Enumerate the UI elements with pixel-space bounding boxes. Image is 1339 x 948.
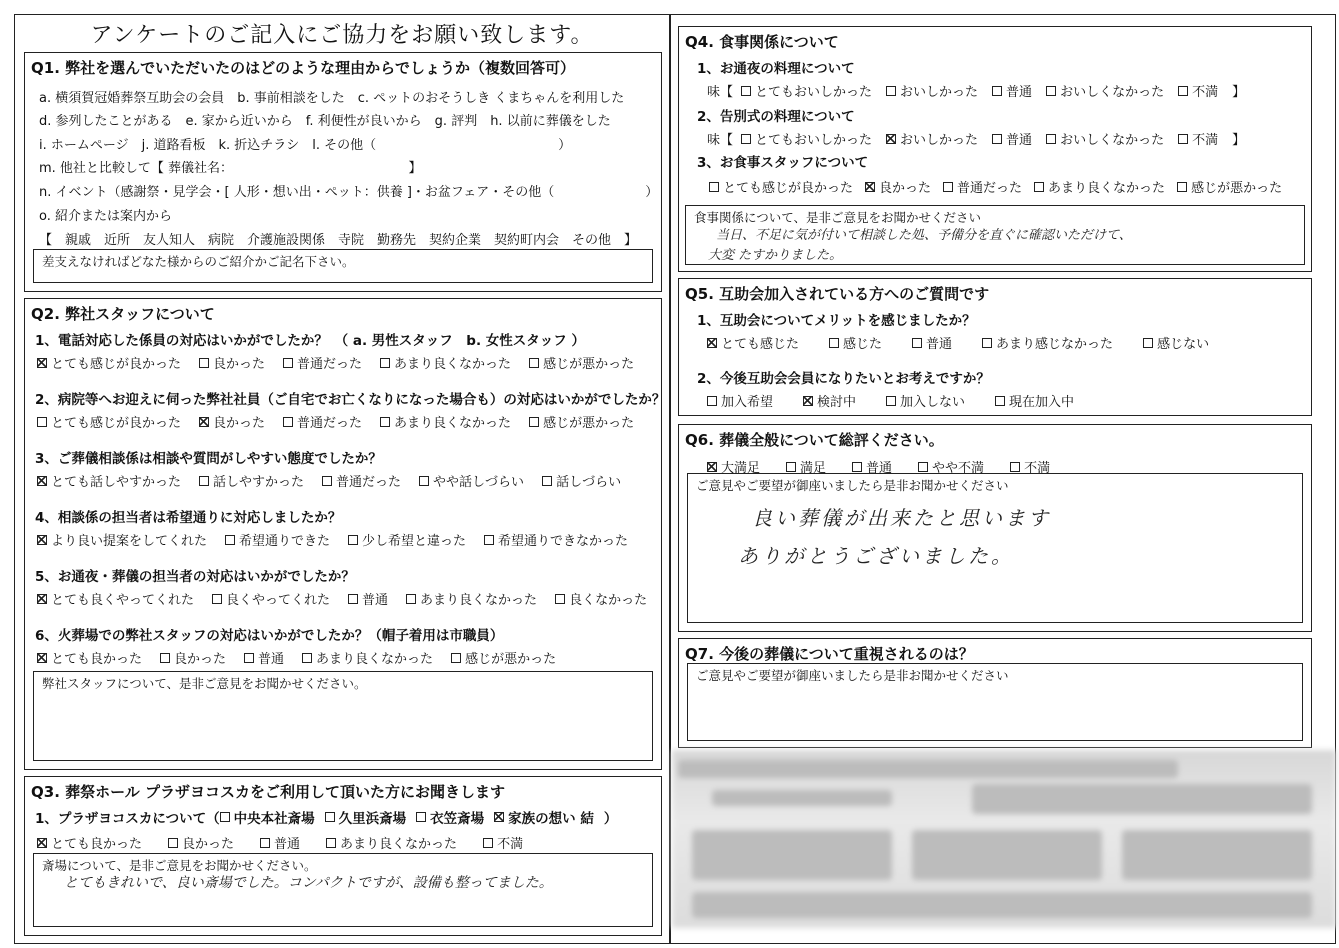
option-label: あまり良くなかった [1048, 181, 1166, 196]
q2-question-5: 5、お通夜・葬儀の担当者の対応はいかがでしたか？ [35, 569, 355, 585]
checkbox-option[interactable] [283, 353, 362, 372]
q2-section [24, 298, 666, 770]
q3-hall-question [35, 807, 617, 827]
checkbox-option[interactable] [992, 129, 1032, 148]
option-label: 久里浜斎場 [338, 811, 407, 827]
option-label: 普通 [1006, 85, 1033, 100]
checked-checkbox-icon[interactable] [37, 476, 47, 486]
checkbox-icon[interactable] [1178, 134, 1188, 144]
checkbox-option[interactable] [1177, 177, 1282, 196]
checked-checkbox-icon[interactable] [37, 838, 47, 848]
option-label: 普通 [1006, 133, 1033, 148]
q5-section [678, 278, 1312, 416]
checkbox-option[interactable] [912, 333, 952, 352]
checkbox-icon[interactable] [260, 838, 270, 848]
q2-question-4: 4、相談係の担当者は希望通りに対応しましたか？ [35, 510, 342, 526]
checkbox-icon[interactable] [419, 476, 429, 486]
option-label: 良くなかった [569, 593, 648, 608]
checkbox-option[interactable] [199, 412, 265, 431]
checkbox-option[interactable] [348, 589, 388, 608]
checkbox-option[interactable] [37, 412, 181, 431]
option-label: 感じない [1157, 337, 1210, 352]
checkbox-option[interactable] [995, 391, 1074, 410]
checkbox-option[interactable] [37, 589, 194, 608]
checkbox-icon[interactable] [199, 476, 209, 486]
checkbox-icon[interactable] [886, 396, 896, 406]
q3-comment-label: 斎場について、是非ご意見をお聞かせください。 [42, 858, 317, 873]
checkbox-option[interactable] [37, 833, 142, 852]
checkbox-icon[interactable] [786, 462, 796, 472]
option-label: 普通 [258, 652, 285, 667]
checkbox-icon[interactable] [1046, 86, 1056, 96]
q1-heading: Q1. 弊社を選んでいただいたのはどのような理由からでしょうか（複数回答可） [31, 59, 575, 77]
option-label: あまり良くなかった [316, 652, 434, 667]
q1-section [24, 52, 662, 292]
option-label: より良い提案をしてくれた [51, 534, 208, 549]
option-label: 加入しない [900, 395, 966, 410]
checkbox-option[interactable] [707, 333, 799, 352]
checkbox-icon[interactable] [220, 812, 230, 822]
checkbox-option[interactable] [302, 648, 433, 667]
blurred-region [672, 750, 1336, 928]
q1-line-4: m. 他社と比較して【 葬儀社名： 】 [39, 161, 422, 176]
option-label: あまり感じなかった [996, 337, 1114, 352]
q4-taste-1-options [707, 81, 1245, 100]
checkbox-option[interactable] [1046, 81, 1164, 100]
checkbox-icon[interactable] [992, 134, 1002, 144]
checkbox-option[interactable] [37, 530, 207, 549]
q5-sub-2: 2、今後互助会会員になりたいとお考えですか？ [697, 371, 990, 387]
q4-handwritten-line-2: 大変 たすかりました。 [708, 248, 843, 263]
option-label: とても感じた [721, 337, 800, 352]
checkbox-option[interactable] [326, 833, 457, 852]
checkbox-option[interactable] [982, 333, 1113, 352]
q3-comment-box[interactable] [33, 853, 653, 927]
q3-options [37, 833, 549, 852]
q5-sub-1: 1、互助会についてメリットを感じましたか？ [697, 313, 976, 329]
blurred-block [692, 892, 1312, 918]
checked-checkbox-icon[interactable] [37, 594, 47, 604]
q2-question-6: 6、火葬場での弊社スタッフの対応はいかがでしたか？（帽子着用は市職員） [35, 628, 504, 644]
q2-options-2 [37, 412, 652, 431]
checkbox-icon[interactable] [168, 838, 178, 848]
checkbox-icon[interactable] [212, 594, 222, 604]
q6-heading: Q6. 葬儀全般について総評ください。 [685, 431, 944, 449]
q4-comment-box[interactable] [685, 205, 1305, 265]
checkbox-option[interactable] [886, 129, 978, 148]
option-label: 満足 [800, 461, 827, 476]
checkbox-icon[interactable] [225, 535, 235, 545]
checkbox-option[interactable] [494, 807, 594, 827]
option-label: 不満 [497, 837, 524, 852]
checkbox-icon[interactable] [1177, 182, 1187, 192]
checkbox-option[interactable] [741, 81, 872, 100]
q3-hall-question-text: 1、プラザヨコスカについて（ [35, 811, 220, 827]
option-label: あまり良くなかった [420, 593, 538, 608]
blurred-block [678, 760, 1178, 778]
taste-label: 味【 [707, 133, 734, 148]
checkbox-option[interactable] [168, 833, 234, 852]
checkbox-option[interactable] [483, 833, 523, 852]
checkbox-icon[interactable] [992, 86, 1002, 96]
checkbox-icon[interactable] [348, 535, 358, 545]
option-label: おいしくなかった [1060, 133, 1165, 148]
checkbox-icon[interactable] [484, 535, 494, 545]
q4-handwritten-line-1: 当日、不足に気が付いて相談した処、予備分を直ぐに確認いただけて、 [716, 228, 1132, 243]
checkbox-option[interactable] [542, 471, 621, 490]
q5-heading: Q5. 互助会加入されている方へのご質問です [685, 285, 990, 303]
checkbox-option[interactable] [484, 530, 628, 549]
checkbox-option[interactable] [1178, 129, 1218, 148]
option-label: 感じた [843, 337, 883, 352]
checked-checkbox-icon[interactable] [199, 417, 209, 427]
checkbox-icon[interactable] [406, 594, 416, 604]
option-label: 普通だった [297, 357, 363, 372]
checkbox-icon[interactable] [283, 417, 293, 427]
taste-bracket-close: 】 [1232, 85, 1246, 100]
option-label: やや話しづらい [433, 475, 525, 490]
q6-section [678, 424, 1312, 632]
option-label: とても感じが良かった [51, 357, 182, 372]
q4-sub-1: 1、お通夜の料理について [697, 61, 855, 77]
checkbox-icon[interactable] [326, 838, 336, 848]
checkbox-option[interactable] [322, 471, 401, 490]
option-label: おいしくなかった [1060, 85, 1165, 100]
q4-comment-label: 食事関係について、是非ご意見をお聞かせください [694, 210, 982, 225]
checkbox-option[interactable] [220, 807, 315, 827]
checkbox-option[interactable] [1046, 129, 1164, 148]
option-label: 良かった [213, 416, 266, 431]
option-label: おいしかった [900, 133, 979, 148]
q6-comment-box[interactable] [687, 473, 1303, 623]
option-label: とても話しやすかった [51, 475, 182, 490]
option-label: 希望通りできた [239, 534, 331, 549]
checkbox-icon[interactable] [741, 86, 751, 96]
checkbox-option[interactable] [283, 412, 362, 431]
q3-hall-close: ） [603, 811, 618, 827]
q2-heading: Q2. 弊社スタッフについて [31, 305, 215, 323]
checkbox-icon[interactable] [1034, 182, 1044, 192]
checkbox-icon[interactable] [852, 462, 862, 472]
option-label: 話しやすかった [213, 475, 305, 490]
checked-checkbox-icon[interactable] [707, 338, 717, 348]
taste-label: 味【 [707, 85, 734, 100]
checkbox-option[interactable] [803, 391, 856, 410]
checkbox-icon[interactable] [918, 462, 928, 472]
q5-options-2 [707, 391, 1104, 410]
checkbox-icon[interactable] [886, 86, 896, 96]
checked-checkbox-icon[interactable] [494, 812, 504, 822]
checkbox-icon[interactable] [348, 594, 358, 604]
q3-handwritten-comment: とてもきれいで、良い斎場でした。コンパクトですが、設備も整ってました。 [64, 875, 553, 891]
checkbox-icon[interactable] [709, 182, 719, 192]
q4-staff-options [709, 177, 1294, 196]
checkbox-option[interactable] [419, 471, 524, 490]
q4-sub-2: 2、告別式の料理について [697, 109, 855, 125]
checkbox-option[interactable] [865, 177, 931, 196]
q3-section [24, 776, 662, 936]
q1-referral-box[interactable] [33, 249, 653, 283]
checkbox-icon[interactable] [199, 358, 209, 368]
option-label: とてもおいしかった [755, 133, 873, 148]
option-label: 不満 [1192, 133, 1219, 148]
checkbox-option[interactable] [416, 807, 484, 827]
q6-handwritten-line-1: 良い葬儀が出来たと思います [752, 506, 1051, 530]
option-label: 家族の想い 結 [508, 811, 594, 827]
checkbox-icon[interactable] [380, 417, 390, 427]
option-label: 感じが悪かった [1191, 181, 1283, 196]
q4-taste-2-options [707, 129, 1245, 148]
q7-section [678, 638, 1312, 748]
checkbox-option[interactable] [244, 648, 284, 667]
blurred-block [972, 784, 1312, 814]
checkbox-option[interactable] [529, 412, 634, 431]
checkbox-icon[interactable] [1046, 134, 1056, 144]
q1-line-2: d. 参列したことがある e. 家から近いから f. 利便性が良いから g. 評判 h. 以前に葬儀をした [39, 114, 611, 129]
option-label: 普通だった [297, 416, 363, 431]
option-label: 中央本社斎場 [233, 811, 315, 827]
q4-heading: Q4. 食事関係について [685, 33, 839, 51]
checkbox-option[interactable] [380, 353, 511, 372]
q2-comment-box[interactable] [33, 671, 653, 761]
q3-heading: Q3. 葬祭ホール プラザヨコスカをご利用して頂いた方にお聞きします [31, 783, 506, 801]
q7-comment-box[interactable] [687, 663, 1303, 741]
checkbox-option[interactable] [212, 589, 330, 608]
option-label: あまり良くなかった [394, 357, 512, 372]
checked-checkbox-icon[interactable] [37, 535, 47, 545]
checkbox-icon[interactable] [1178, 86, 1188, 96]
blurred-block [692, 830, 892, 880]
option-label: 加入希望 [721, 395, 774, 410]
checkbox-icon[interactable] [325, 812, 335, 822]
checked-checkbox-icon[interactable] [37, 358, 47, 368]
q5-options-1 [707, 333, 1239, 352]
q2-question-2: 2、病院等へお迎えに伺った弊社社員（ご自宅でお亡くなりになった場合も）の対応はいかがでしたか？ [35, 392, 666, 408]
checkbox-icon[interactable] [451, 653, 461, 663]
checkbox-option[interactable] [160, 648, 226, 667]
checkbox-option[interactable] [709, 177, 853, 196]
option-label: 感じが悪かった [543, 357, 635, 372]
checkbox-icon[interactable] [483, 838, 493, 848]
q2-options-1 [37, 353, 652, 372]
q2-options-3 [37, 471, 639, 490]
option-label: とても良くやってくれた [51, 593, 195, 608]
checkbox-icon[interactable] [1010, 462, 1020, 472]
checkbox-icon[interactable] [322, 476, 332, 486]
option-label: あまり良くなかった [340, 837, 458, 852]
checkbox-option[interactable] [943, 177, 1022, 196]
option-label: とてもおいしかった [755, 85, 873, 100]
checked-checkbox-icon[interactable] [865, 182, 875, 192]
option-label: 不満 [1024, 461, 1051, 476]
q1-line-3: i. ホームページ j. 道路看板 k. 折込チラシ l. その他（ ） [39, 138, 572, 153]
checkbox-option[interactable] [37, 353, 181, 372]
option-label: 普通 [274, 837, 301, 852]
checkbox-icon[interactable] [416, 812, 426, 822]
checkbox-icon[interactable] [1143, 338, 1153, 348]
blurred-block [1122, 830, 1312, 880]
q4-sub-3: 3、お食事スタッフについて [697, 155, 869, 171]
checkbox-icon[interactable] [244, 653, 254, 663]
checkbox-icon[interactable] [555, 594, 565, 604]
option-label: やや不満 [932, 461, 985, 476]
checkbox-option[interactable] [886, 391, 965, 410]
option-label: おいしかった [900, 85, 979, 100]
option-label: 良くやってくれた [226, 593, 331, 608]
checkbox-option[interactable] [199, 471, 304, 490]
checked-checkbox-icon[interactable] [37, 653, 47, 663]
checkbox-icon[interactable] [529, 417, 539, 427]
checked-checkbox-icon[interactable] [886, 134, 896, 144]
option-label: 普通だった [336, 475, 402, 490]
option-label: 少し希望と違った [362, 534, 467, 549]
page-title: アンケートのご記入にご協力をお願い致します。 [90, 23, 594, 48]
checkbox-icon[interactable] [707, 396, 717, 406]
option-label: 良かった [879, 181, 932, 196]
q2-question-1: 1、電話対応した係員の対応はいかがでしたか？ （ a. 男性スタッフ b. 女性スタッフ ） [35, 333, 585, 349]
option-label: 現在加入中 [1009, 395, 1075, 410]
checkbox-option[interactable] [406, 589, 537, 608]
option-label: とても良かった [51, 837, 143, 852]
q2-options-5 [37, 589, 665, 608]
blurred-block [712, 790, 892, 806]
checked-checkbox-icon[interactable] [803, 396, 813, 406]
q1-line-1: a. 横須賀冠婚葬祭互助会の会員 b. 事前相談をした c. ペットのおそうしき くまちゃんを利用した [39, 91, 625, 106]
q1-line-6: o. 紹介または案内から [39, 209, 172, 224]
taste-bracket-close: 】 [1232, 133, 1246, 148]
q2-options-4 [37, 530, 646, 549]
checkbox-icon[interactable] [741, 134, 751, 144]
option-label: 感じが悪かった [543, 416, 635, 431]
checkbox-option[interactable] [1143, 333, 1209, 352]
q2-question-3: 3、ご葬儀相談係は相談や質問がしやすい態度でしたか？ [35, 451, 382, 467]
checkbox-option[interactable] [886, 81, 978, 100]
checkbox-option[interactable] [741, 129, 872, 148]
checkbox-option[interactable] [37, 471, 181, 490]
option-label: とても感じが良かった [723, 181, 854, 196]
q7-heading: Q7. 今後の葬儀について重視されるのは？ [685, 645, 974, 663]
option-label: 感じが悪かった [465, 652, 557, 667]
checkbox-option[interactable] [529, 353, 634, 372]
option-label: 普通 [926, 337, 953, 352]
checkbox-option[interactable] [260, 833, 300, 852]
q6-handwritten-line-2: ありがとうございました。 [738, 544, 1014, 568]
option-label: あまり良くなかった [394, 416, 512, 431]
q1-line-5: n. イベント（感謝祭・見学会・[ 人形・想い出・ペット：供養 ]・お盆フェア・その他（ ） [39, 185, 659, 200]
q2-options-6 [37, 648, 574, 667]
option-label: 普通 [362, 593, 389, 608]
option-label: 検討中 [817, 395, 857, 410]
checkbox-option[interactable] [707, 391, 773, 410]
option-label: とても良かった [51, 652, 143, 667]
option-label: 衣笠斎場 [430, 811, 485, 827]
checkbox-icon[interactable] [380, 358, 390, 368]
q4-section [678, 26, 1312, 272]
checkbox-option[interactable] [829, 333, 882, 352]
checkbox-option[interactable] [225, 530, 330, 549]
q1-line-7: 【 親戚 近所 友人知人 病院 介護施設関係 寺院 勤務先 契約企業 契約町内会 その他 】 [39, 233, 638, 248]
checkbox-icon[interactable] [37, 417, 47, 427]
option-label: 普通だった [957, 181, 1023, 196]
q1-referral-label: 差支えなければどなた様からのご紹介かご記名下さい。 [42, 254, 355, 269]
checkbox-icon[interactable] [995, 396, 1005, 406]
checkbox-option[interactable] [555, 589, 647, 608]
checkbox-icon[interactable] [542, 476, 552, 486]
checkbox-option[interactable] [325, 807, 407, 827]
checkbox-option[interactable] [199, 353, 265, 372]
q6-comment-label: ご意見やご要望が御座いましたら是非お聞かせください [696, 478, 1009, 493]
checkbox-icon[interactable] [943, 182, 953, 192]
checkbox-icon[interactable] [829, 338, 839, 348]
option-label: 希望通りできなかった [498, 534, 629, 549]
checked-checkbox-icon[interactable] [707, 462, 717, 472]
checkbox-option[interactable] [1178, 81, 1218, 100]
checkbox-icon[interactable] [529, 358, 539, 368]
checkbox-option[interactable] [37, 648, 142, 667]
checkbox-option[interactable] [380, 412, 511, 431]
option-label: 話しづらい [556, 475, 622, 490]
option-label: 良かった [213, 357, 266, 372]
checkbox-icon[interactable] [912, 338, 922, 348]
option-label: 良かった [182, 837, 235, 852]
checkbox-option[interactable] [1034, 177, 1165, 196]
option-label: 不満 [1192, 85, 1219, 100]
checkbox-option[interactable] [451, 648, 556, 667]
checkbox-icon[interactable] [283, 358, 293, 368]
checkbox-icon[interactable] [302, 653, 312, 663]
option-label: 普通 [866, 461, 893, 476]
option-label: 大満足 [721, 461, 761, 476]
checkbox-icon[interactable] [160, 653, 170, 663]
option-label: とても感じが良かった [51, 416, 182, 431]
blurred-block [912, 830, 1102, 880]
option-label: 良かった [174, 652, 227, 667]
q2-comment-label: 弊社スタッフについて、是非ご意見をお聞かせください。 [42, 676, 367, 691]
checkbox-option[interactable] [992, 81, 1032, 100]
checkbox-icon[interactable] [982, 338, 992, 348]
checkbox-option[interactable] [348, 530, 466, 549]
q7-comment-label: ご意見やご要望が御座いましたら是非お聞かせください [696, 668, 1009, 683]
